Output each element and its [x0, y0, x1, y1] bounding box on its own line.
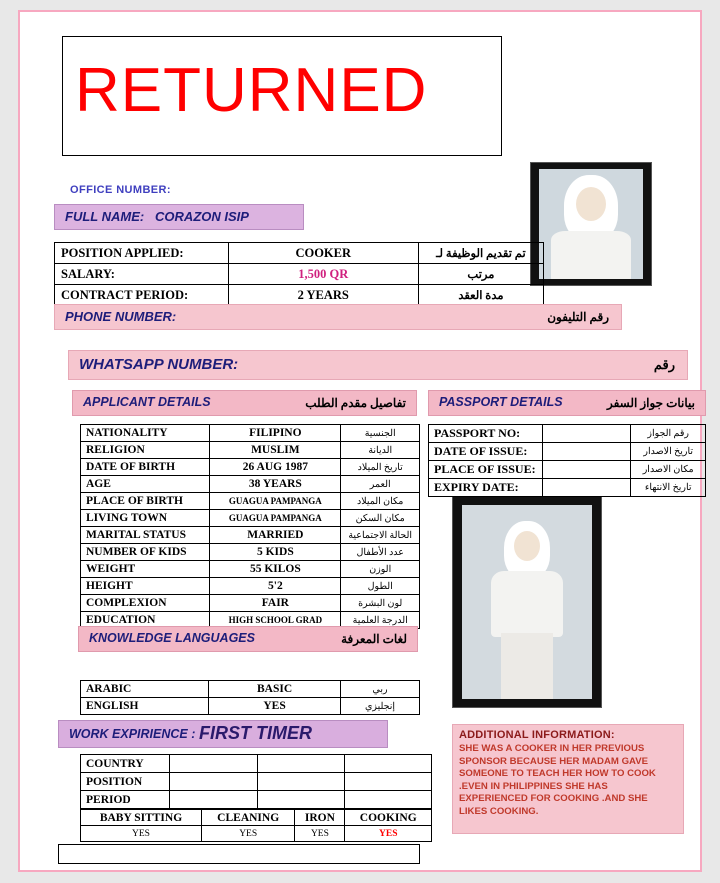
table-row [81, 510, 420, 527]
contract-period-label: CONTRACT PERIOD: [55, 285, 229, 306]
footer-blank-box [58, 844, 420, 864]
skill-header-cleaning: CLEANING [201, 810, 294, 826]
living-town-label: LIVING TOWN [81, 510, 210, 527]
skill-value-baby-sitting: YES [81, 826, 202, 842]
nationality-label: NATIONALITY [81, 425, 210, 442]
period-cell-1[interactable] [170, 791, 257, 809]
full-name-bar [54, 204, 304, 230]
english-language-label: ENGLISH [81, 698, 209, 715]
body-shape [551, 231, 631, 279]
returned-stamp-box [62, 36, 502, 156]
additional-information-title: ADDITIONAL INFORMATION: [459, 729, 615, 741]
table-row [81, 425, 420, 442]
position-label: POSITION [81, 773, 170, 791]
table-row [429, 479, 706, 497]
table-row [81, 698, 420, 715]
face-shape-big [514, 531, 540, 561]
legs-shape-big [501, 633, 553, 699]
whatsapp-number-arabic: رقم [653, 357, 675, 372]
applicant-photo-portrait [530, 162, 652, 286]
date-of-birth-label: DATE OF BIRTH [81, 459, 210, 476]
period-cell-2[interactable] [257, 791, 344, 809]
work-experience-label: WORK EXPIRIENCE : [69, 727, 196, 741]
contract-period-value: 2 YEARS [228, 285, 418, 306]
nationality-arabic: الجنسية [341, 425, 420, 442]
arabic-language-label: ARABIC [81, 681, 209, 698]
applicant-details-header [72, 390, 417, 416]
country-cell-2[interactable] [257, 755, 344, 773]
place-of-issue-arabic: مكان الاصدار [631, 461, 706, 479]
whatsapp-number-label: WHATSAPP NUMBER: [79, 356, 239, 373]
age-label: AGE [81, 476, 210, 493]
knowledge-languages-arabic: لغات المعرفة [341, 632, 407, 646]
passport-details-header [428, 390, 706, 416]
work-history-table [80, 754, 432, 809]
additional-information-box [452, 724, 684, 834]
expiry-date-arabic: تاريخ الانتهاء [631, 479, 706, 497]
religion-arabic: الديانة [341, 442, 420, 459]
education-value: HIGH SCHOOL GRAD [210, 612, 341, 629]
table-row [81, 681, 420, 698]
living-town-value: GUAGUA PAMPANGA [210, 510, 341, 527]
table-row [81, 544, 420, 561]
work-experience-value: FIRST TIMER [199, 723, 312, 743]
arabic-language-arabic: ربي [341, 681, 420, 698]
table-row [81, 791, 432, 809]
applicant-photo-fullbody [452, 496, 602, 708]
position-cell-3[interactable] [344, 773, 431, 791]
marital-status-label: MARITAL STATUS [81, 527, 210, 544]
place-of-birth-value: GUAGUA PAMPANGA [210, 493, 341, 510]
date-of-birth-arabic: تاريخ الميلاد [341, 459, 420, 476]
number-of-kids-arabic: عدد الأطفال [341, 544, 420, 561]
phone-number-bar [54, 304, 622, 330]
passport-details-label: PASSPORT DETAILS [439, 395, 563, 409]
country-cell-1[interactable] [170, 755, 257, 773]
whatsapp-number-bar [68, 350, 688, 380]
age-arabic: العمر [341, 476, 420, 493]
work-experience-bar [58, 720, 388, 748]
date-of-birth-value: 26 AUG 1987 [210, 459, 341, 476]
number-of-kids-value: 5 KIDS [210, 544, 341, 561]
place-of-issue-value[interactable] [542, 461, 631, 479]
position-cell-2[interactable] [257, 773, 344, 791]
passport-no-value[interactable] [542, 425, 631, 443]
period-cell-3[interactable] [344, 791, 431, 809]
body-shape-big [491, 571, 563, 637]
age-value: 38 YEARS [210, 476, 341, 493]
table-row [81, 810, 432, 826]
weight-label: WEIGHT [81, 561, 210, 578]
skill-header-baby-sitting: BABY SITTING [81, 810, 202, 826]
english-language-arabic: إنجليزي [341, 698, 420, 715]
nationality-value: FILIPINO [210, 425, 341, 442]
skill-header-iron: IRON [295, 810, 345, 826]
position-table [54, 242, 544, 306]
marital-status-value: MARRIED [210, 527, 341, 544]
table-row [81, 595, 420, 612]
knowledge-languages-header [78, 626, 418, 652]
table-row [81, 459, 420, 476]
period-label: PERIOD [81, 791, 170, 809]
person-silhouette-big [462, 505, 592, 699]
table-row [81, 493, 420, 510]
living-town-arabic: مكان السكن [341, 510, 420, 527]
table-row [81, 476, 420, 493]
place-of-birth-arabic: مكان الميلاد [341, 493, 420, 510]
passport-no-arabic: رقم الجواز [631, 425, 706, 443]
skills-table [80, 809, 432, 842]
complexion-arabic: لون البشرة [341, 595, 420, 612]
place-of-birth-label: PLACE OF BIRTH [81, 493, 210, 510]
full-name-label [65, 209, 249, 224]
table-row [81, 826, 432, 842]
skill-value-iron: YES [295, 826, 345, 842]
expiry-date-label: EXPIRY DATE: [429, 479, 543, 497]
face-shape [576, 187, 606, 221]
document-body [32, 22, 695, 862]
applicant-details-table [80, 424, 420, 629]
salary-value: 1,500 QR [228, 264, 418, 285]
table-row [55, 243, 544, 264]
returned-stamp-text: RETURNED [75, 56, 428, 125]
complexion-label: COMPLEXION [81, 595, 210, 612]
languages-table [80, 680, 420, 715]
place-of-issue-label: PLACE OF ISSUE: [429, 461, 543, 479]
arabic-language-value: BASIC [209, 681, 341, 698]
document-page [18, 10, 702, 872]
contract-period-arabic: مدة العقد [418, 285, 543, 306]
table-row [55, 285, 544, 306]
person-silhouette-top [539, 169, 643, 279]
photo-frame-big [462, 505, 592, 699]
table-row [81, 442, 420, 459]
religion-label: RELIGION [81, 442, 210, 459]
position-applied-label: POSITION APPLIED: [55, 243, 229, 264]
height-value: 5'2 [210, 578, 341, 595]
country-cell-3[interactable] [344, 755, 431, 773]
table-row [81, 773, 432, 791]
passport-no-label: PASSPORT NO: [429, 425, 543, 443]
knowledge-languages-label: KNOWLEDGE LANGUAGES [89, 631, 255, 645]
phone-number-label: PHONE NUMBER: [65, 309, 177, 324]
education-label: EDUCATION [81, 612, 210, 629]
passport-details-table [428, 424, 706, 497]
skill-header-cooking: COOKING [345, 810, 432, 826]
table-row [55, 264, 544, 285]
height-label: HEIGHT [81, 578, 210, 595]
english-language-value: YES [209, 698, 341, 715]
salary-label: SALARY: [55, 264, 229, 285]
office-number-label: OFFICE NUMBER: [70, 184, 171, 196]
table-row [81, 561, 420, 578]
photo-frame-top [539, 169, 643, 279]
position-cell-1[interactable] [170, 773, 257, 791]
skill-value-cooking: YES [345, 826, 432, 842]
table-row [81, 578, 420, 595]
skill-value-cleaning: YES [201, 826, 294, 842]
table-row [429, 461, 706, 479]
date-of-issue-arabic: تاريخ الاصدار [631, 443, 706, 461]
weight-value: 55 KILOS [210, 561, 341, 578]
weight-arabic: الوزن [341, 561, 420, 578]
religion-value: MUSLIM [210, 442, 341, 459]
position-applied-value: COOKER [228, 243, 418, 264]
table-row [429, 443, 706, 461]
date-of-issue-value[interactable] [542, 443, 631, 461]
number-of-kids-label: NUMBER OF KIDS [81, 544, 210, 561]
salary-arabic: مرتب [418, 264, 543, 285]
phone-number-arabic: رقم التليفون [547, 310, 609, 324]
table-row [81, 755, 432, 773]
applicant-details-arabic: تفاصيل مقدم الطلب [305, 396, 406, 410]
date-of-issue-label: DATE OF ISSUE: [429, 443, 543, 461]
full-name-value: CORAZON ISIP [155, 209, 249, 224]
applicant-details-label: APPLICANT DETAILS [83, 395, 211, 409]
position-applied-arabic: تم تقديم الوظيفة لـ [418, 243, 543, 264]
height-arabic: الطول [341, 578, 420, 595]
complexion-value: FAIR [210, 595, 341, 612]
additional-information-body: SHE WAS A COOKER IN HER PREVIOUS SPONSOR BECAUSE HER MADAM GAVE SOMEONE TO TEACH HER HOW TO COOK .EVEN IN PHILIPPINES SHE HAS EXPERIENCED FOR COOKING .AND SHE LIKES COOKING. [459, 743, 656, 817]
table-row [81, 527, 420, 544]
passport-details-arabic: بيانات جواز السفر [606, 396, 695, 410]
country-label: COUNTRY [81, 755, 170, 773]
full-name-label-text: FULL NAME: [65, 209, 145, 224]
expiry-date-value[interactable] [542, 479, 631, 497]
marital-status-arabic: الحالة الاجتماعية [341, 527, 420, 544]
education-arabic: الدرجة العلمية [341, 612, 420, 629]
table-row [429, 425, 706, 443]
